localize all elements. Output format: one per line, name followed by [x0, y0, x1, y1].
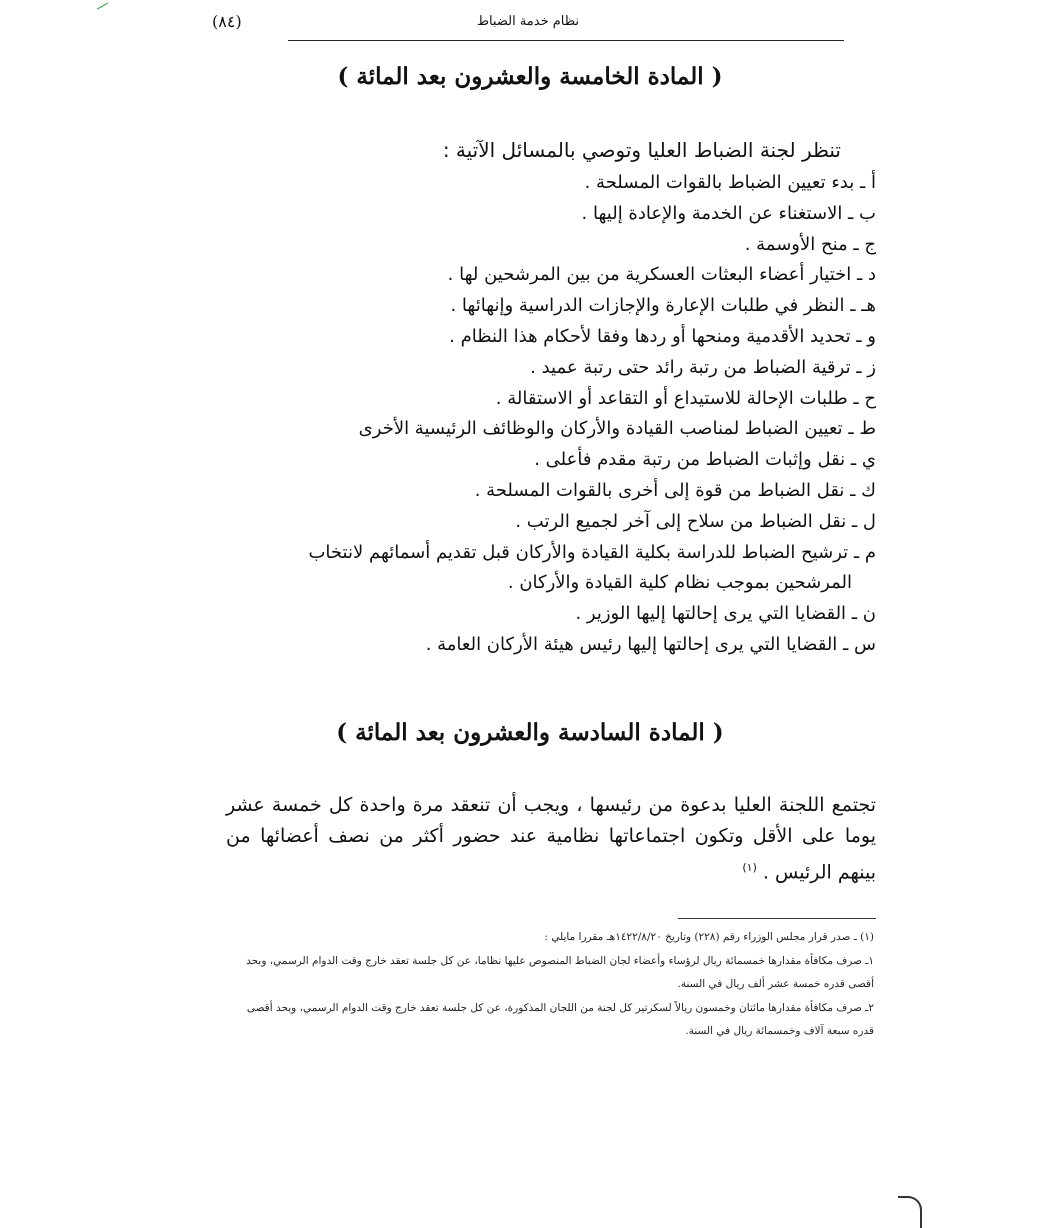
list-item: ح ـ طلبات الإحالة للاستيداع أو التقاعد أو الاستقالة .	[495, 387, 876, 409]
footnote-reference: (١)	[742, 861, 757, 874]
article-125-heading: ( المادة الخامسة والعشرون بعد المائة )	[337, 63, 723, 90]
list-item: ن ـ القضايا التي يرى إحالتها إليها الوزير .	[575, 603, 876, 625]
article-125-items	[226, 168, 876, 661]
list-item: ج ـ منح الأوسمة .	[744, 233, 876, 255]
list-item: ك ـ نقل الضباط من قوة إلى أخرى بالقوات المسلحة .	[474, 479, 876, 501]
footnote-line: قدره سبعة آلاف وخمسمائة ريال في السنة.	[685, 1025, 874, 1037]
list-item: ل ـ نقل الضباط من سلاح إلى آخر لجميع الرتب .	[515, 510, 876, 532]
scan-edge-mark	[898, 1196, 922, 1228]
footnote-line: ٢ـ صرف مكافأة مقدارها مائتان وخمسون ريالاً لسكرتير كل لجنة من اللجان المذكورة، عن كل جلسة تعقد خارج وقت الدوام الرسمي، وبحد أقصى	[246, 1001, 874, 1014]
article-125-intro: تنظر لجنة الضباط العليا وتوصي بالمسائل الآتية :	[442, 138, 841, 162]
list-item: و ـ تحديد الأقدمية ومنحها أو ردها وفقا لأحكام هذا النظام .	[449, 325, 876, 347]
footnotes	[224, 926, 874, 1044]
footnote-line: ١ـ صرف مكافأة مقدارها خمسمائة ريال لرؤساء وأعضاء لجان الضباط المنصوص عليها نظاما، عن كل جلسة تعقد خارج وقت الدوام الرسمي، وبحد	[246, 954, 874, 967]
list-item: د ـ اختيار أعضاء البعثات العسكرية من بين المرشحين لها .	[447, 264, 876, 286]
scan-corner-mark	[94, 0, 108, 10]
footnote-line: (١) ـ صدر قرار مجلس الوزراء رقم (٢٢٨) وتاريخ ١٤٢٢/٨/٢٠هـ مقررا مايلي :	[544, 931, 874, 943]
article-126-body	[226, 790, 876, 888]
footnote-line: أقصى قدره خمسة عشر ألف ريال في السنة.	[677, 978, 874, 990]
list-item: ز ـ ترقية الضباط من رتبة رائد حتى رتبة عميد .	[530, 356, 876, 378]
list-item: ي ـ نقل وإثبات الضباط من رتبة مقدم فأعلى .	[534, 449, 876, 471]
list-item: ط ـ تعيين الضباط لمناصب القيادة والأركان والوظائف الرئيسية الأخرى	[358, 418, 876, 440]
page-number: (٨٤)	[212, 12, 242, 31]
list-item: أ ـ بدء تعيين الضباط بالقوات المسلحة .	[584, 172, 876, 193]
article-126-text: تجتمع اللجنة العليا بدعوة من رئيسها ، ويجب أن تنعقد مرة واحدة كل خمسة عشر يوما على الأقل وتكون اجتماعاتها نظامية عند حضور أكثر من نصف أعضائها من بينهم الرئيس .	[226, 794, 876, 884]
list-item: ب ـ الاستغناء عن الخدمة والإعادة إليها .	[581, 202, 876, 224]
article-126-heading: ( المادة السادسة والعشرون بعد المائة )	[336, 719, 724, 746]
list-item: هـ ـ النظر في طلبات الإعارة والإجازات الدراسية وإنهائها .	[450, 295, 876, 317]
header-divider	[288, 40, 844, 41]
list-item: م ـ ترشيح الضباط للدراسة بكلية القيادة والأركان قبل تقديم أسمائهم لانتخاب	[308, 541, 876, 563]
book-title: نظام خدمة الضباط	[476, 14, 580, 29]
list-item: س ـ القضايا التي يرى إحالتها إليها رئيس هيئة الأركان العامة .	[425, 633, 876, 655]
running-header	[212, 12, 844, 36]
list-item-continuation: المرشحين بموجب نظام كلية القيادة والأركان .	[507, 572, 852, 594]
footnote-divider	[678, 918, 876, 919]
